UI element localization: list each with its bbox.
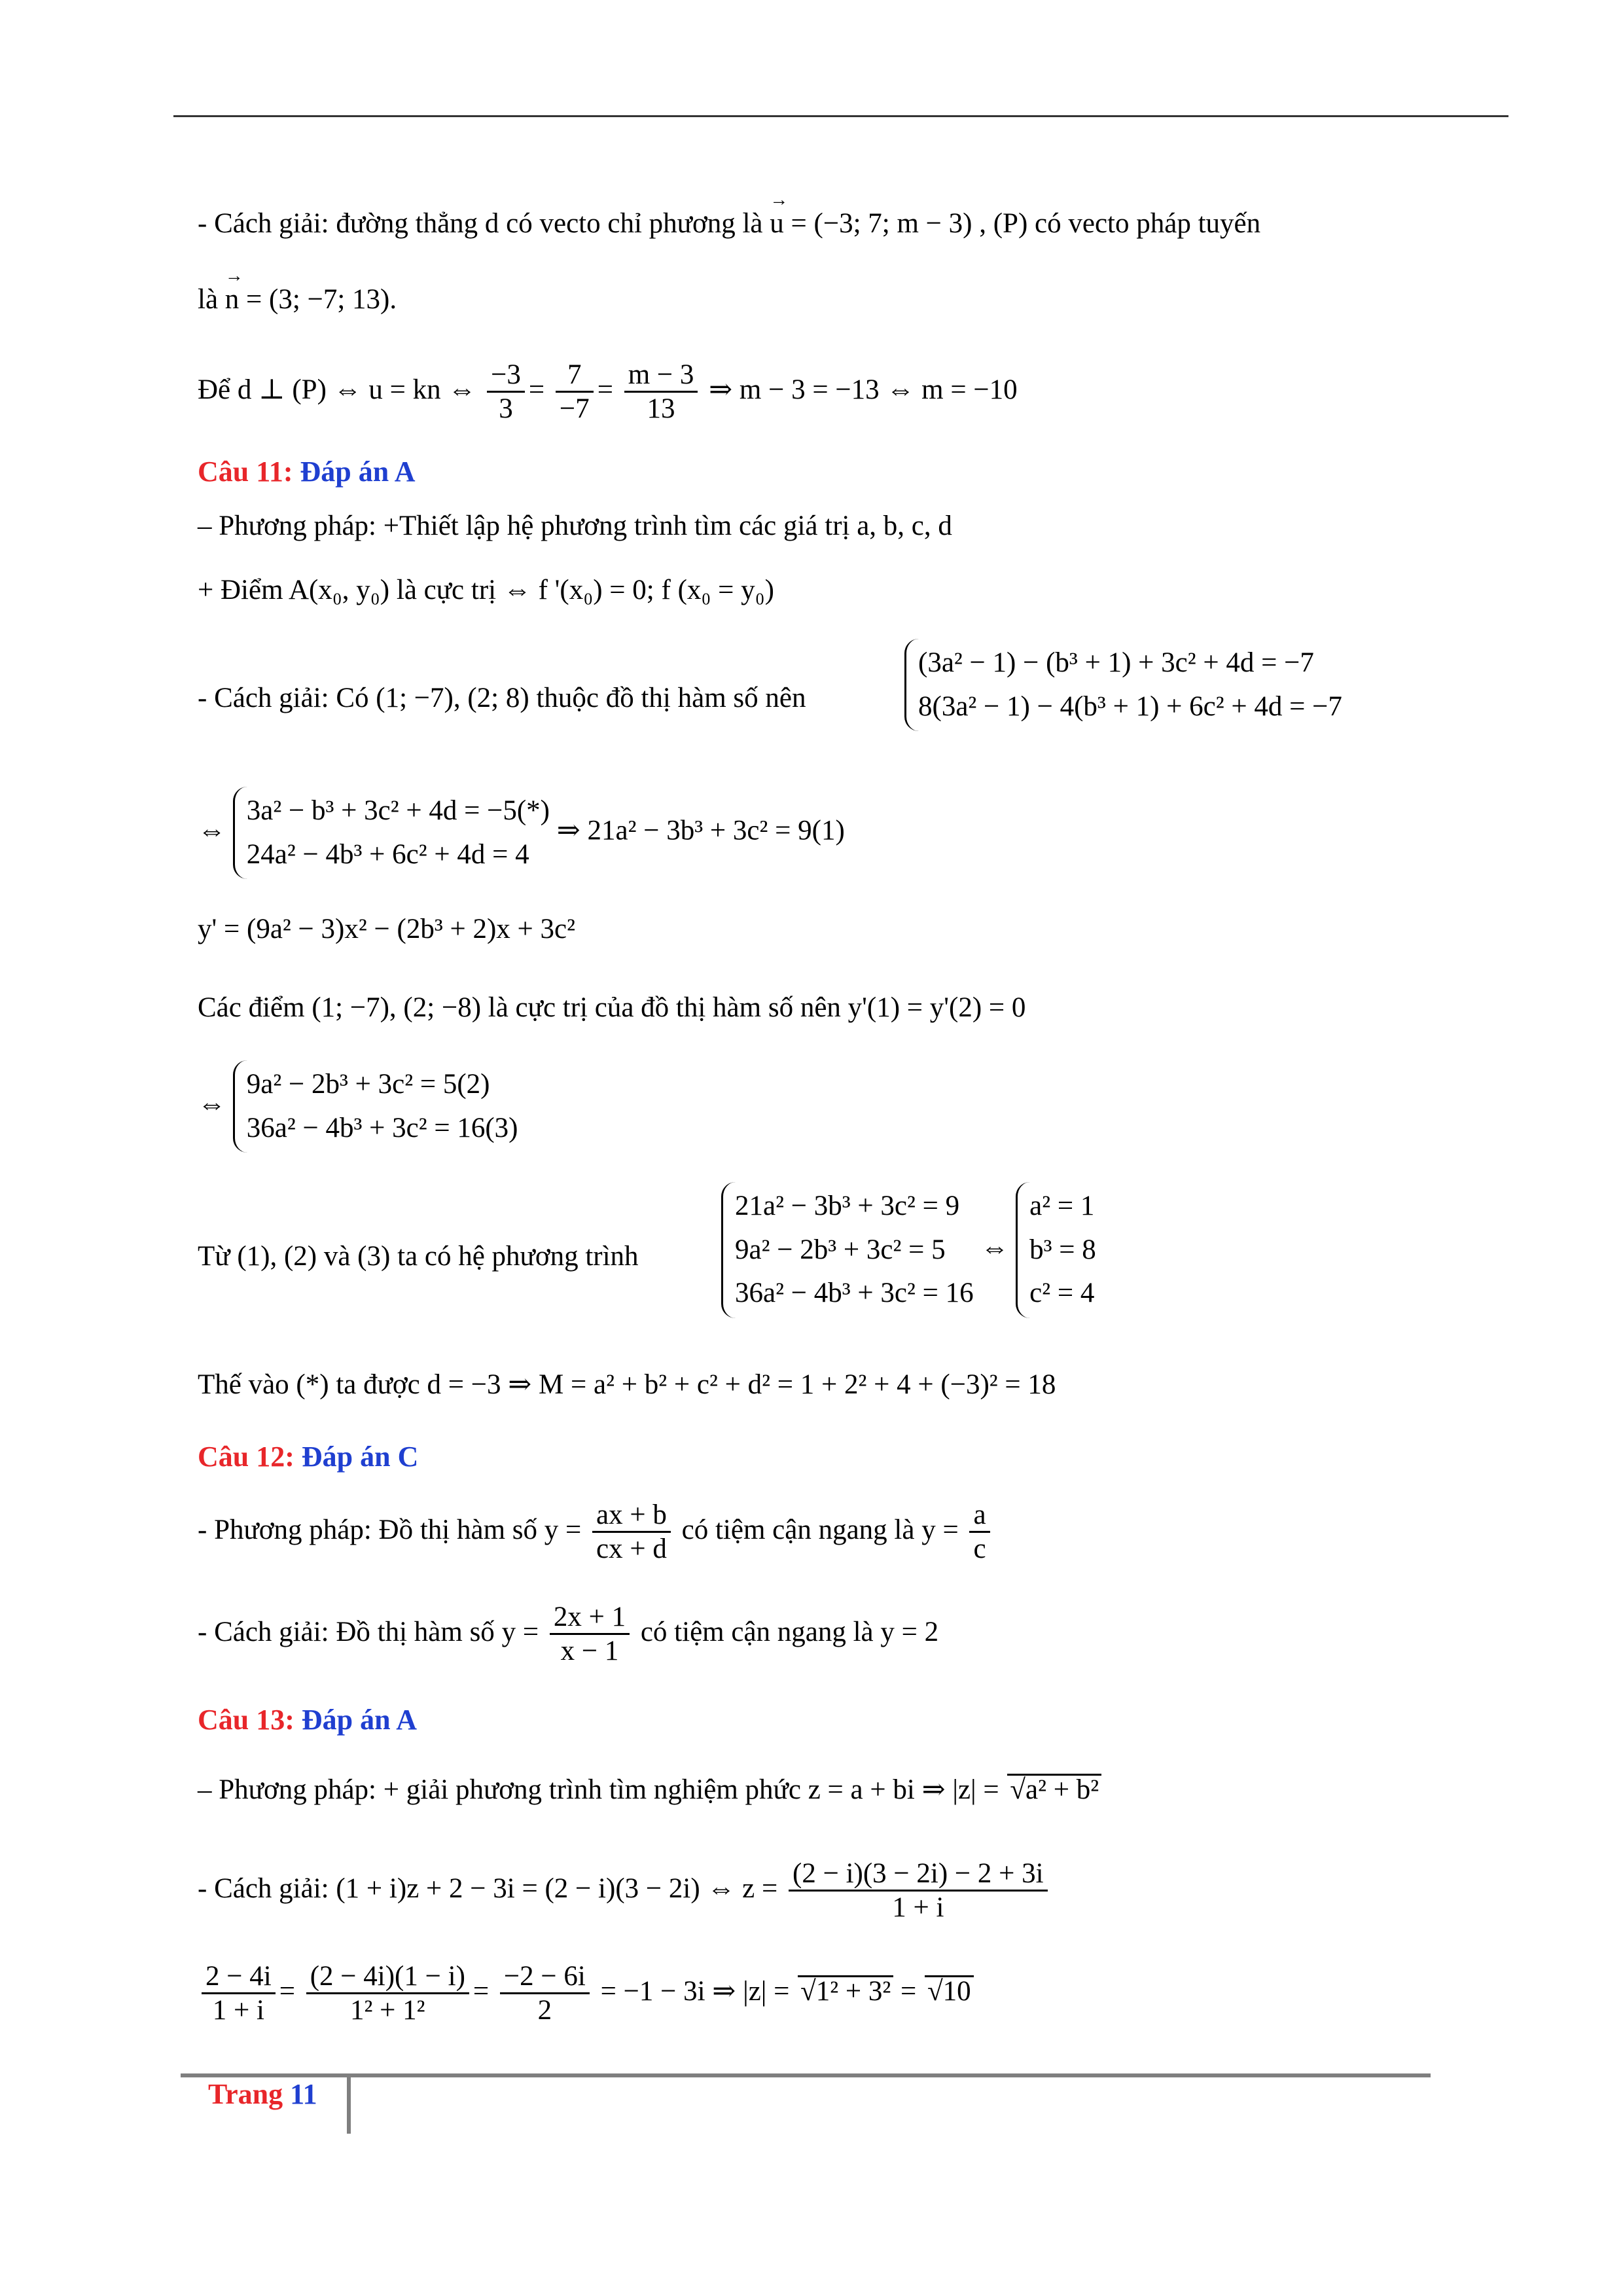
q11-sys4-eq3: 36a² − 4b³ + 3c² = 16 [735,1278,974,1309]
q11-system-2 [198,787,845,879]
q13-frac-1: $\frac{2 - 4i}{1 + i}$ [202,1960,276,2027]
q13-answer: Đáp án A [301,1704,417,1736]
q10-line1-tail: , (P) có vecto pháp tuyến [979,208,1261,239]
q11-answer: Đáp án A [300,456,416,488]
q13-result-eq: = [901,1975,917,2007]
q10-line1 [198,209,1260,238]
q10-frac-1: $\frac{-3}{3}$ [487,359,525,425]
q11-sys1-eq1: (3a² − 1) − (b³ + 1) + 3c² + 4d = −7 [918,647,1314,678]
q11-final-math: d = −3 ⇒ M = a² + b² + c² + d² = 1 + 2² + 4 + (−3)² = 18 [427,1369,1056,1400]
q11-derivative: y' = (9a² − 3)x² − (2b³ + 2)x + 3c² [198,914,576,944]
q11-extreme2-points: (1; −7), (2; −8) [312,992,482,1023]
q11-sys5-eq2: b³ = 8 [1029,1234,1096,1265]
q12-solve-line [198,1601,938,1668]
q10-u-vector: → u = (−3; 7; m − 3) [770,209,972,238]
q13-result-line: $\frac{2 - 4i}{1 + i}$ = $\frac{(2 - 4i)(1 - i)}{\text{1² + 1²}}$ = $\frac{-2 - 6i}{2}$ = −1 − 3i ⇒ |z| = √1² + 3² = √10 [198,1960,974,2027]
q10-frac-2: $\frac{7}{-7}$ [556,359,594,425]
q11-final-line [198,1371,1056,1399]
q10-line1-text: - Cách giải: đường thẳng d có vecto chỉ phương là [198,208,763,239]
q11-extreme2-line [198,994,1026,1022]
q11-sys2-prefix: ⇔ [198,815,226,846]
q13-frac-3: $\frac{-2 - 6i}{2}$ [500,1960,590,2027]
q11-method: – Phương pháp: +Thiết lập hệ phương trình tìm các giá trị a, b, c, d [198,511,952,541]
q11-point-line [198,576,774,604]
q11-system-4 [721,1182,1096,1318]
q13-method-line [198,1774,1101,1804]
q13-result-tail: = −1 − 3i ⇒ |z| = [600,1975,790,2007]
q11-combine-text: Từ (1), (2) và (3) ta có hệ phương trình [198,1241,639,1272]
q11-point-text: + Điểm [198,575,283,605]
q11-solve-text: - Cách giải: Có [198,683,369,713]
q10-line3-text: Để [198,374,231,405]
q12-label: Câu 12: [198,1441,294,1473]
q13-method-text: – Phương pháp: + giải phương trình tìm nghiệm phức [198,1774,801,1805]
q10-n-vector: → n = (3; −7; 13). [225,285,397,314]
q11-extreme2-text: Các điểm [198,992,305,1023]
page-footer [208,2077,317,2111]
q11-heading [198,455,416,488]
footer-divider [347,2075,351,2134]
q11-sys5-eq3: c² = 4 [1029,1278,1095,1309]
q12-answer: Đáp án C [301,1441,419,1473]
q13-sqrt-1: √1² + 3² [798,1975,893,2005]
q12-solve-frac: $\frac{2x + 1}{x - 1}$ [550,1601,630,1668]
q12-solve-y: y = [501,1616,539,1647]
q11-sys2-eq2: 24a² − 4b³ + 6c² + 4d = 4 [246,838,529,870]
q12-method-text: - Phương pháp: Đồ thị hàm số [198,1514,538,1545]
q11-sys1-eq2: 8(3a² − 1) − 4(b³ + 1) + 6c² + 4d = −7 [918,691,1342,722]
q10-line2-text: là [198,284,219,315]
q11-system-3 [198,1060,518,1153]
q11-sys4-eq1: 21a² − 3b³ + 3c² = 9 [735,1191,960,1221]
q13-sqrt-2: √10 [925,1975,974,2005]
q13-heading [198,1703,417,1736]
q11-solve-points: (1; −7), (2; 8) [376,683,529,713]
q13-solve-text: - Cách giải: [198,1873,329,1904]
q11-label: Câu 11: [198,456,293,488]
footer-label: Trang [208,2078,283,2110]
q11-extreme-text: là cực trị [396,575,497,605]
q10-line2 [198,285,397,314]
q11-sys4-eq2: 9a² − 2b³ + 3c² = 5 [735,1234,946,1265]
q13-label: Câu 13: [198,1704,294,1736]
q12-solve-mid: có tiệm cận ngang là [640,1616,874,1647]
q11-solve-mid: thuộc đồ thị hàm số nên [536,683,806,713]
q13-solve-frac: $\frac{(2 - i)(3 - 2i) - 2 + 3i}{1 + i}$ [789,1857,1048,1924]
footer-rule [181,2073,1431,2077]
q13-solve-line [198,1857,1052,1924]
q11-sys3-eq1: 9a² − 2b³ + 3c² = 5(2) [246,1069,490,1100]
q12-method-line [198,1499,994,1566]
q11-system-1 [904,639,1342,731]
q11-sys4-arrow: ⇔ [980,1232,1009,1263]
q12-solve-res: y = 2 [880,1616,939,1647]
top-rule [173,115,1508,117]
q12-method-y2: y = [921,1514,959,1545]
q11-final-text: Thế vào (*) ta được [198,1369,420,1400]
q11-sys3-prefix: ⇔ [198,1088,226,1120]
q12-heading [198,1440,418,1473]
q13-solve-math: (1 + i)z + 2 − 3i = (2 − i)(3 − 2i) ⇔ z = [336,1873,778,1904]
q12-method-frac2: $\frac{a}{c}$ [969,1499,990,1566]
q13-frac-2: $\frac{(2 - 4i)(1 - i)}{\text{1² + 1²}}$ [306,1960,469,2027]
q13-method-sqrt: √a² + b² [1007,1774,1101,1804]
q10-frac-3: $\frac{m - 3}{13}$ [624,359,698,425]
q10-result: ⇒ m − 3 = −13 ⇔ m = −10 [709,374,1018,405]
q12-method-frac: $\frac{ax + b}{cx + d}$ [592,1499,671,1566]
q11-extreme-math: ⇔ f '(x₀) = 0; f (x₀ = y₀) [503,575,774,605]
page-number: 11 [290,2078,317,2110]
q11-extreme2-math: y'(1) = y'(2) = 0 [847,992,1026,1023]
q11-sys3-eq2: 36a² − 4b³ + 3c² = 16(3) [246,1112,518,1143]
q11-sys2-eq1: 3a² − b³ + 3c² + 4d = −5(*) [246,795,550,826]
q12-solve-text: - Cách giải: Đồ thị hàm số [198,1616,495,1647]
q11-extreme2-mid: là cực trị của đồ thị hàm số nên [488,992,841,1023]
q12-method-y: y = [544,1514,582,1545]
q11-solve-line [198,684,806,712]
q10-perp-math: d ⊥ (P) ⇔ u = kn ⇔ [237,374,476,405]
q11-sys2-result: ⇒ 21a² − 3b³ + 3c² = 9(1) [556,815,845,846]
q13-method-math: z = a + bi ⇒ |z| = [808,1774,999,1805]
q12-method-mid: có tiệm cận ngang là [681,1514,915,1545]
q10-line3: Để d ⊥ (P) ⇔ u = kn ⇔ $\frac{-3}{3}$ = $\frac{7}{-7}$ = $\frac{m - 3}{13}$ ⇒ m − 3 = −13 ⇔ m = −10 [198,359,1018,425]
q11-sys5-eq1: a² = 1 [1029,1191,1095,1221]
q11-point-math: A(x₀, y₀) [288,575,390,605]
